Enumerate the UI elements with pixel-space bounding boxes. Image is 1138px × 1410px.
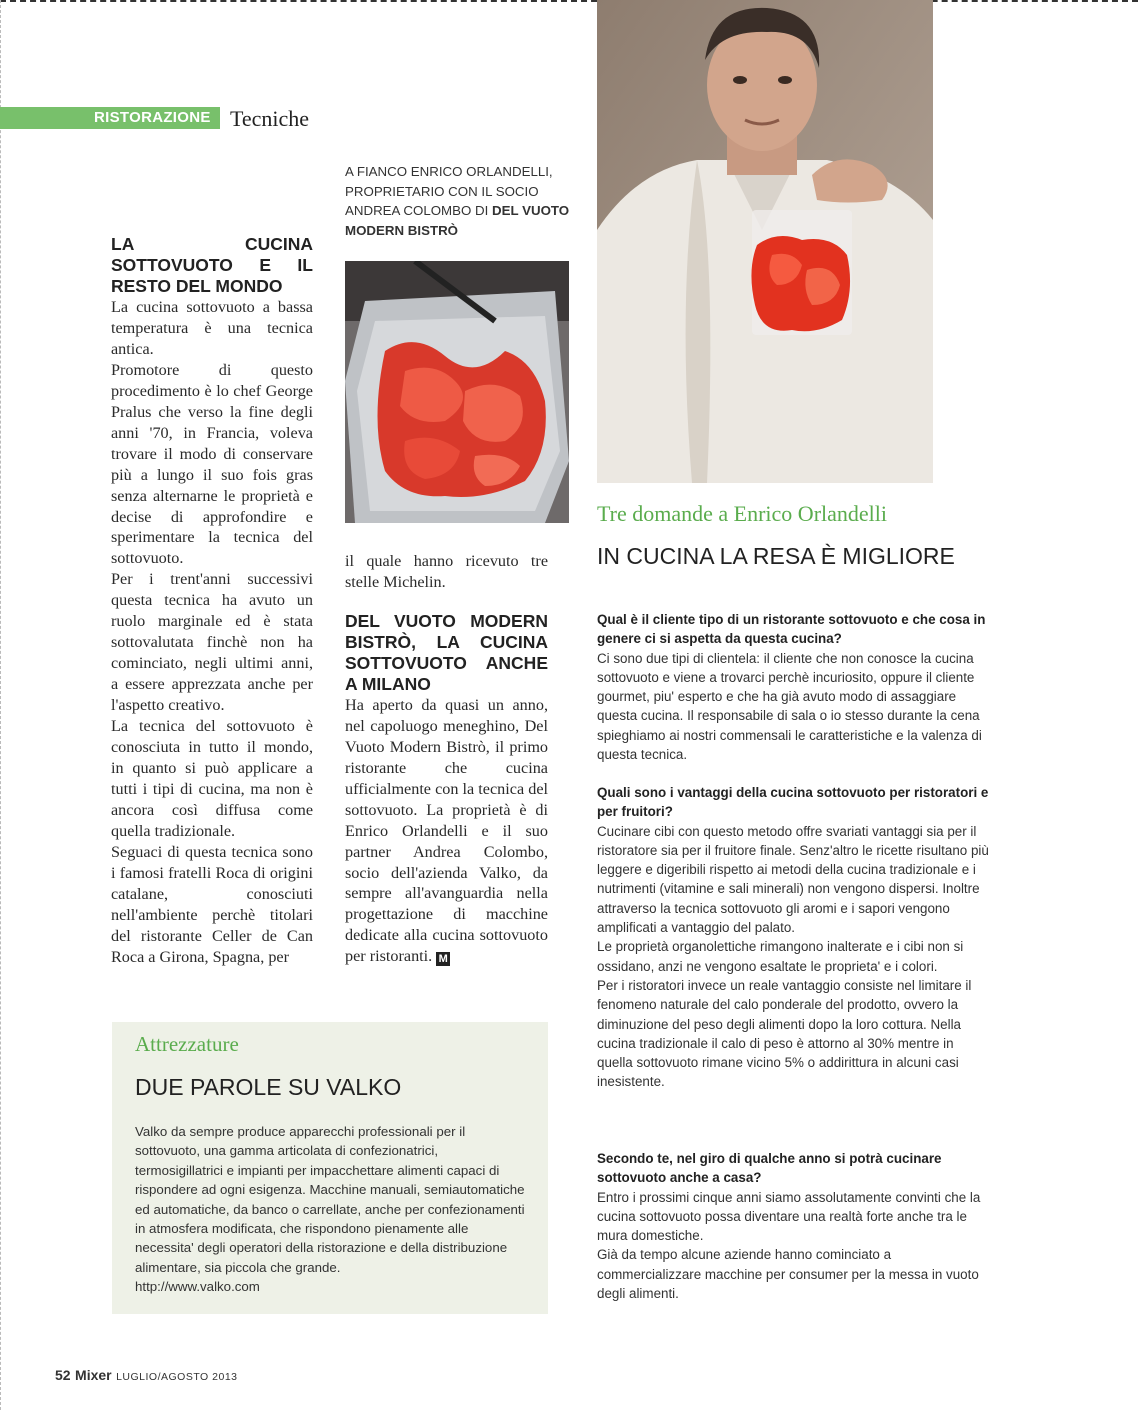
- caption-bold: DEL VUOTO MODERN BISTRÒ: [345, 203, 570, 238]
- interview-question: Qual è il cliente tipo di un ristorante sottovuoto e che cosa in genere ci si aspetta da questa cucina?: [597, 612, 986, 647]
- left-article-paragraph: Promotore di questo procedimento è lo chef George Pralus che verso la fine degli anni '70, in Francia, voleva trovare il modo di conservare più a lungo il suo fois gras senza alternarne le proprietà e decise di approfondire e sperimentare la tecnica del sottovuoto.: [111, 360, 313, 568]
- page-left-border: [0, 0, 1, 1410]
- interview-answer: Cucinare cibi con questo metodo offre svariati vantaggi sia per il ristoratore sia per il fruitore finale. Senz'altro le ricette risultano più leggere e digeribili rispetto ai metodi della cucina tradizionale e i nutrimenti (vitamine e sali minerali) non vengono dispersi. Inoltre attraverso la tecnica sottovuoto gli aromi e i sapori vengono amplificati a vantaggio del palato.: [597, 823, 989, 936]
- section-label: RISTORAZIONE: [94, 109, 211, 126]
- page-number: 52: [55, 1367, 71, 1383]
- interview-answer: Per i ristoratori invece un reale vantaggio consiste nel limitare il fenomeno naturale del calo ponderale del prodotto, ovvero la diminuzione del peso degli alimenti dopo la loro cottura. Nella cucina tradizionale il calo di peso è attorno al 30% mentre in quella sottovuoto rimane vicino 5% o addirittura in alcuni casi inesistente.: [597, 977, 972, 1090]
- interview-qa-3: [597, 1149, 992, 1303]
- interview-kicker: Tre domande a Enrico Orlandelli: [597, 501, 887, 526]
- middle-article-text: Ha aperto da quasi un anno, nel capoluogo meneghino, Del Vuoto Modern Bistrò, il primo ristorante che cucina ufficialmente con la tecnica del sottovuoto. La proprietà è di Enrico Orlandelli e il suo partner Andrea Colombo, socio dell'azienda Valko, da sempre all'avanguardia nella progettazione di macchine dedicate alla cucina sottovuoto per ristoranti.: [345, 695, 548, 966]
- middle-article-heading: DEL VUOTO MODERN BISTRÒ, LA CUCINA SOTTOVUOTO ANCHE A MILANO: [345, 610, 548, 694]
- left-article: [111, 234, 313, 968]
- end-mark-icon: M: [436, 952, 450, 966]
- caption-text: A FIANCO ENRICO ORLANDELLI, PROPRIETARIO CON IL SOCIO ANDREA COLOMBO DI: [345, 164, 553, 218]
- middle-article: [345, 551, 548, 967]
- issue-date: LUGLIO/AGOSTO 2013: [116, 1371, 238, 1383]
- left-article-paragraph: Per i trent'anni successivi questa tecnica ha avuto un ruolo marginale ed è stata sottovalutata finchè non ha cominciato, negli ultimi anni, a essere apprezzata anche per l'aspetto creativo.: [111, 570, 313, 715]
- page-footer: [55, 1367, 238, 1385]
- interview-qa-2: [597, 783, 992, 1092]
- section-subtitle: Tecniche: [230, 106, 310, 131]
- left-article-paragraph: La cucina sottovuoto a bassa temperatura è una tecnica antica.: [111, 298, 313, 358]
- box-text: [135, 1122, 525, 1297]
- left-article-paragraph: Seguaci di questa tecnica sono i famosi fratelli Roca di origini catalane, conosciuti nell'ambiente perchè titolari del ristorante Celler de Can Roca a Girona, Spagna, per: [111, 842, 313, 966]
- interview-qa-1: [597, 610, 992, 764]
- interview-answer: Già da tempo alcune aziende hanno cominciato a commercializzare macchine per consumer per la messa in vuoto degli alimenti.: [597, 1247, 979, 1302]
- portrait-photo: [597, 0, 933, 483]
- box-body: Valko da sempre produce apparecchi professionali per il sottovuoto, una gamma articolata di confezionatrici, termosigillatrici e impianti per impacchettare alimenti capaci di rispondere ad ogni esigenza. Macchine manuali, semiautomatiche ed automatiche, da banco o carrellate, anche per confezionamenti in atmosfera modificata, che rispondono pienamente alle necessita' degli operatori della ristorazione e della distribuzione alimentare, sia piccola che grande.: [135, 1124, 525, 1275]
- photo-caption: [345, 162, 570, 240]
- interview-answer: Le proprietà organolettiche rimangono inalterate e i cibi non si ossidano, anzi ne vengono esaltate le proprieta' e i colori.: [597, 939, 964, 974]
- interview-answer: Ci sono due tipi di clientela: il cliente che non conosce la cucina sottovuoto e viene a trovarci perchè incuriosito, oppure il cliente gourmet, piu' esperto e che ha già avuto modo di assaggiare questa cucina. Il responsabile di sala o io stesso durante la cena spieghiamo ai nostri commensali le caratteristiche e la valenza di questa tecnica.: [597, 650, 982, 763]
- interview-question: Secondo te, nel giro di qualche anno si potrà cucinare sottovuoto anche a casa?: [597, 1151, 942, 1186]
- vacuum-bag-photo: [345, 261, 569, 523]
- left-article-paragraph: La tecnica del sottovuoto è conosciuta in tutto il mondo, in quanto si può applicare a tutti i tipi di cucina, ma non è ancora così diffusa come quella tradizionale.: [111, 717, 313, 840]
- valko-link[interactable]: http://www.valko.com: [135, 1279, 260, 1295]
- middle-article-paragraph: [345, 695, 548, 967]
- interview-answer: Entro i prossimi cinque anni siamo assolutamente convinti che la cucina sottovuoto possa diventare una realtà forte anche tra le mura domestiche.: [597, 1189, 981, 1244]
- page-top-border: [0, 0, 1138, 2]
- interview-question: Quali sono i vantaggi della cucina sottovuoto per ristoratori e per fruitori?: [597, 785, 989, 820]
- magazine-name: Mixer: [75, 1367, 112, 1383]
- left-article-heading: LA CUCINA SOTTOVUOTO E IL RESTO DEL MONDO: [111, 234, 313, 296]
- box-kicker: Attrezzature: [135, 1032, 239, 1056]
- box-title: DUE PAROLE SU VALKO: [135, 1074, 402, 1100]
- continuation-text: il quale hanno ricevuto tre stelle Michelin.: [345, 552, 548, 591]
- interview-title: IN CUCINA LA RESA È MIGLIORE: [597, 543, 955, 569]
